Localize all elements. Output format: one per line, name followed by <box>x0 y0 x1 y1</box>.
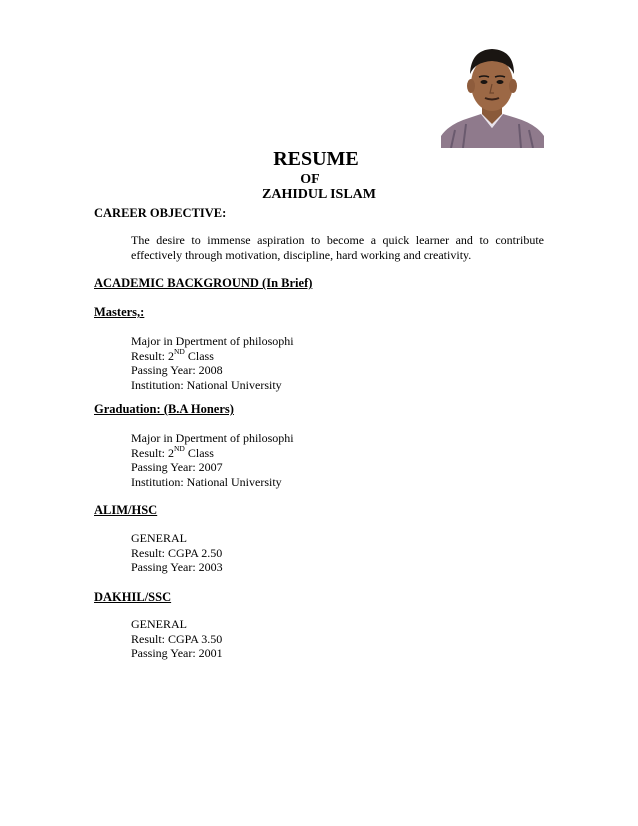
dakhil-ssc-heading: DAKHIL/SSC <box>94 590 172 604</box>
profile-photo <box>441 44 544 148</box>
masters-details <box>131 334 294 392</box>
masters-result: Result: 2ND Class <box>131 346 214 363</box>
alim-group: GENERAL <box>131 531 187 545</box>
dakhil-result: Result: CGPA 3.50 <box>131 631 223 646</box>
alim-passing-year: Passing Year: 2003 <box>131 560 223 575</box>
alim-result: Result: CGPA 2.50 <box>131 545 223 560</box>
academic-background-heading: ACADEMIC BACKGROUND (In Brief) <box>94 276 313 290</box>
dakhil-group: GENERAL <box>131 617 187 631</box>
masters-major: Major in Dpertment of philosophi <box>131 334 294 348</box>
alim-hsc-heading: ALIM/HSC <box>94 503 158 517</box>
alim-details <box>131 531 223 575</box>
masters-heading: Masters,: <box>94 305 145 319</box>
masters-passing-year: Passing Year: 2008 <box>131 363 223 378</box>
career-objective-heading: CAREER OBJECTIVE: <box>94 206 227 220</box>
graduation-major: Major in Dpertment of philosophi <box>131 431 294 445</box>
graduation-details <box>131 431 294 489</box>
graduation-heading: Graduation: (B.A Honers) <box>94 402 234 416</box>
graduation-institution: Institution: National University <box>131 474 282 489</box>
dakhil-passing-year: Passing Year: 2001 <box>131 646 223 661</box>
career-objective-text: The desire to immense aspiration to become a quick learner and to contribute effectively through motivation, discipline, hard working and creativity. <box>131 233 544 262</box>
resume-of: OF <box>300 172 320 187</box>
dakhil-details <box>131 617 223 661</box>
masters-institution: Institution: National University <box>131 377 282 392</box>
graduation-result: Result: 2ND Class <box>131 443 214 460</box>
resume-name: ZAHIDUL ISLAM <box>262 187 376 202</box>
resume-title: RESUME <box>273 148 359 170</box>
graduation-passing-year: Passing Year: 2007 <box>131 460 223 475</box>
